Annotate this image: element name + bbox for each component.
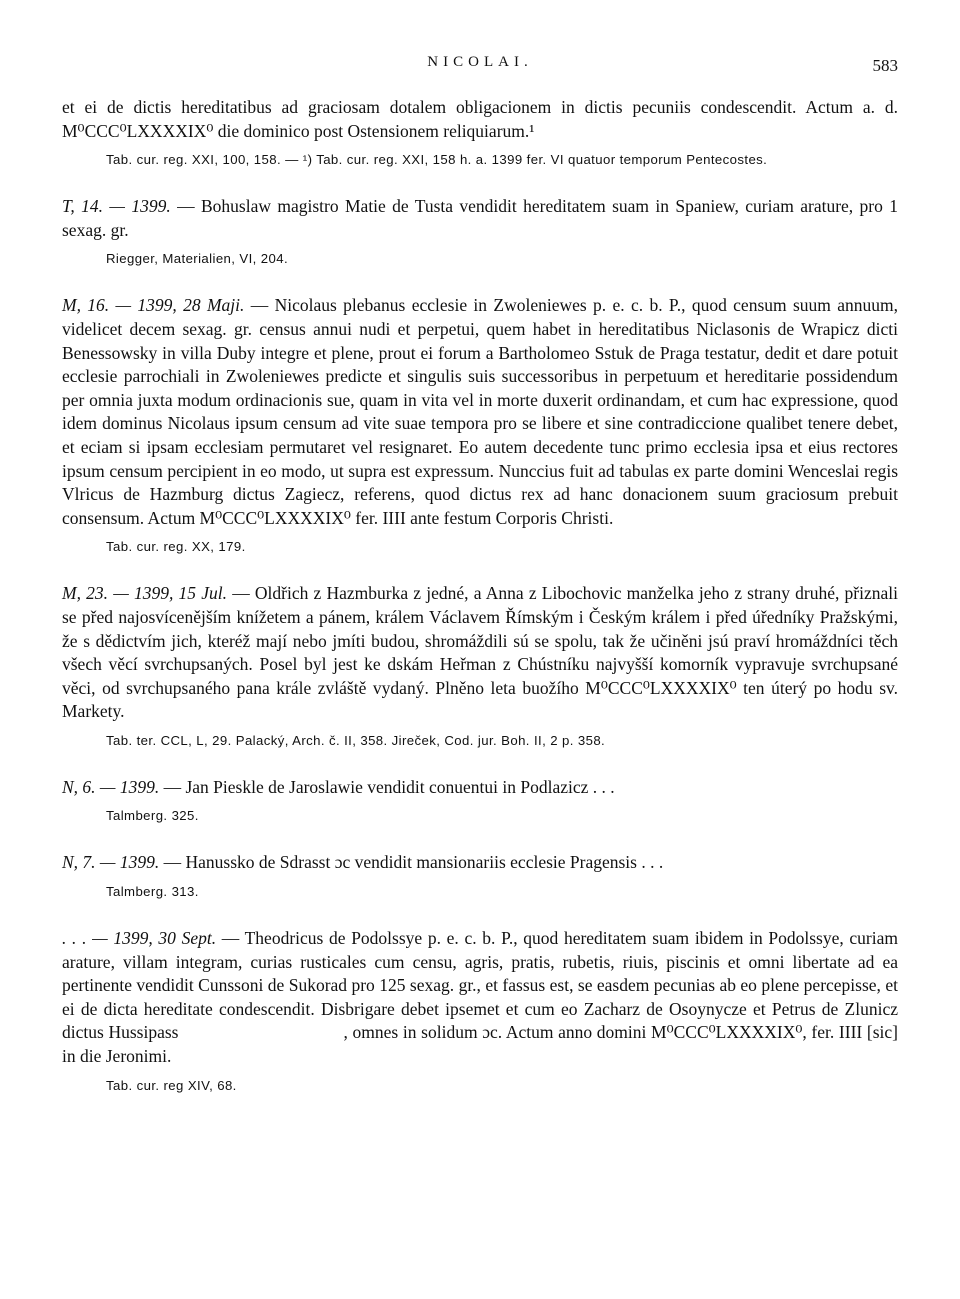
entry-body: — Nicolaus plebanus ecclesie in Zwoleniewes p. e. c. b. P., quod censum suum annuum, videlicet decem sexag. gr. census annui nudi et perpetui, quem habet in hereditatibus Niclasonis de Wrapicz dicti Benessowsky in villa Duby integre et plene, prout ei forum a Bartholomeo Sstuk de Praga testatur, dedit et dare potuit ecclesie parrochiali in Zwoleniewes predicte et singulis suis successoribus in perpetuum et hereditarie possidendum per omnia juxta modum ordinacionis sue, quam in vita vel in morte duxerit ordinandam, et cum hac expressione, quod idem dominus Nicolaus ipsum censum ad vite suae tempora pro se libere et sine contradiccione qualibet tenere debet, et eciam si ipsam ecclesiam permutaret vel resignaret. Eo autem decedente tunc primo ecclesia ipsa et eius rectores ipsum censum percipient in eo modo, ut supra est expressum. Nunccius fuit ad tabulas ex parte domini Wenceslai regis Vlricus de Hazmburg dictus Zagiecz, referens, quod dictus rex ad hanc donacionem suum graciosum prebuit consensum. Actum M⁰CCC⁰LXXXXIX⁰ fer. IIII ante festum Corporis Christi. bbox=[62, 295, 898, 528]
entry-body-continued: , omnes in solidum ɔc. Actum anno domini M⁰CCC⁰LXXXXIX⁰, fer. IIII [sic] in die Jeronimi. bbox=[62, 1022, 898, 1067]
entry bbox=[62, 927, 898, 1095]
entry-body: et ei de dictis hereditatibus ad graciosam dotalem obligacionem in dictis pecuniis condescendit. Actum a. d. M⁰CCC⁰LXXXXIX⁰ die dominico post Ostensionem reliquiarum.¹ bbox=[62, 97, 898, 141]
entry-body: — Jan Pieskle de Jaroslawie vendidit conuentui in Podlazicz . . . bbox=[163, 776, 615, 797]
entry-source: Talmberg. 313. bbox=[106, 884, 199, 900]
entry-source: Tab. cur. reg. XX, 179. bbox=[106, 539, 246, 555]
entry-text bbox=[62, 294, 898, 530]
entry-text bbox=[62, 96, 898, 143]
running-title: NICOLAI. bbox=[427, 54, 533, 70]
entry-source: Tab. ter. CCL, L, 29. Palacký, Arch. č. II, 358. Jireček, Cod. jur. Boh. II, 2 p. 358. bbox=[106, 732, 606, 748]
entry bbox=[62, 851, 898, 901]
page-number: 583 bbox=[872, 56, 898, 75]
entry bbox=[62, 776, 898, 826]
entry-date: N, 7. — 1399. bbox=[62, 852, 160, 873]
entry-source: Tab. cur. reg XIV, 68. bbox=[106, 1077, 237, 1093]
entry bbox=[62, 96, 898, 169]
entry-date: . . . — 1399, 30 Sept. bbox=[62, 928, 217, 949]
entry-body: — Hanussko de Sdrasst ɔc vendidit mansionariis ecclesie Pragensis . . . bbox=[163, 852, 664, 873]
entry-date: M, 16. — 1399, 28 Maji. bbox=[62, 295, 245, 316]
entry-source: Riegger, Materialien, VI, 204. bbox=[106, 251, 289, 267]
entry-source: Tab. cur. reg. XXI, 100, 158. — ¹) Tab. cur. reg. XXI, 158 h. a. 1399 fer. VI quatuor temporum Pentecostes. bbox=[106, 152, 768, 168]
entry-date: N, 6. — 1399. bbox=[62, 776, 160, 797]
entry-text bbox=[62, 851, 898, 875]
body-text bbox=[62, 96, 898, 1095]
running-head bbox=[0, 52, 960, 76]
entry-body: — Bohuslaw magistro Matie de Tusta vendidit hereditatem suam in Spaniew, curiam arature, pro 1 sexag. gr. bbox=[62, 196, 899, 240]
entry bbox=[62, 195, 898, 268]
entry-text bbox=[62, 195, 898, 242]
entry-text bbox=[62, 927, 898, 1069]
entry-date: M, 23. — 1399, 15 Jul. bbox=[62, 583, 227, 604]
entry-text bbox=[62, 776, 898, 800]
entry bbox=[62, 294, 898, 556]
entry-body: — Oldřich z Hazmburka z jedné, a Anna z Libochovic manželka jeho z strany druhé, přiznali se před najosvícenějším knížetem a pánem, králem Václavem Římským i Českým králem i před úředníky Pražskými, že s dědictvím jich, kteréž mají nebo jmíti budou, shromáždili sú se spolu, tak že učiněni jsú praví hromáždníci těch všech věcí svrchupsaných. Posel byl jest ke dskám Heřman z Chústníku najvyšší komorník vypravuje svrchupsané věci, od svrchupsaného pana krále zvláště vydaný. Plněno leta buožího M⁰CCC⁰LXXXXIX⁰ ten úterý po hodu sv. Markety. bbox=[62, 583, 898, 722]
entry bbox=[62, 582, 898, 750]
entry-source: Talmberg. 325. bbox=[106, 808, 199, 824]
entry-text bbox=[62, 582, 898, 724]
entry-body: — Theodricus de Podolssye p. e. c. b. P., quod hereditatem suam ibidem in Podolssye, curiam arature, villam integram, curias rusticales cum censu, agris, pratis, rubetis, riuis, piscinis et omni libertate ad ea pertinente vendidit Cunssoni de Sukorad pro 125 sexag. gr., et fassus est, se easdem pecunias ab eo plene percepisse, et ei de dicta hereditate condescendit. Disbrigare debet ipsemet et cum eo Zacharz de Osoynycze et Petrus de Zlunicz dictus Hussipass bbox=[62, 928, 898, 1043]
entry-date: T, 14. — 1399. bbox=[62, 196, 171, 217]
